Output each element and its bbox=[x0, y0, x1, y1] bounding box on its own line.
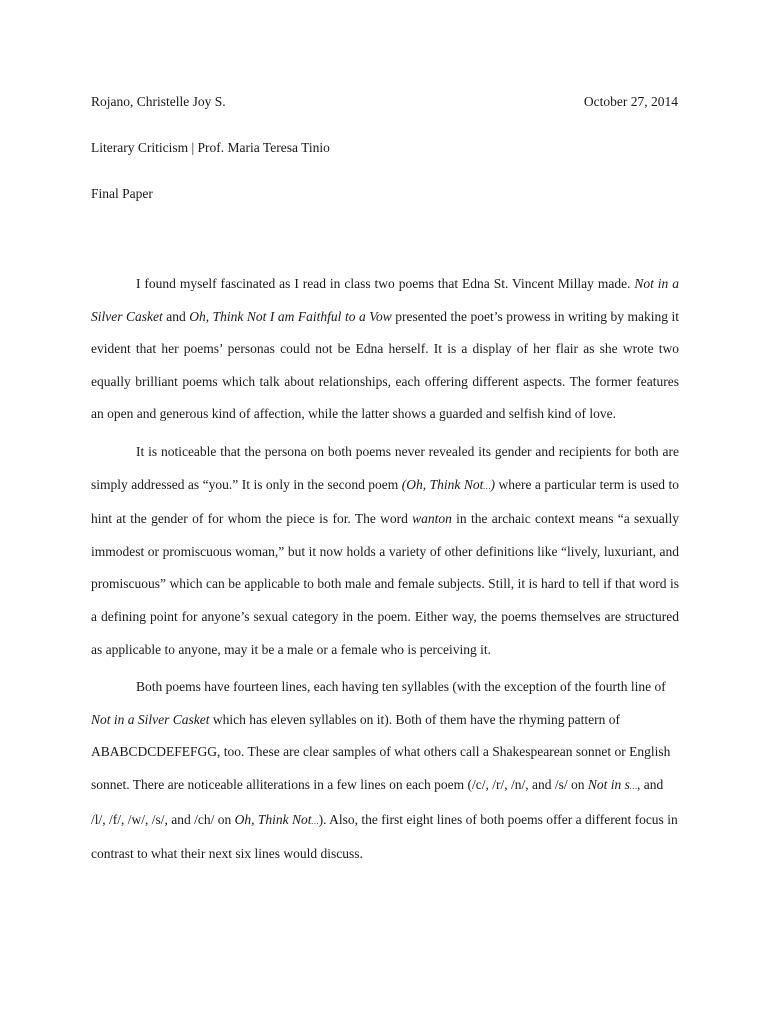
paper-body bbox=[91, 268, 679, 871]
paragraph-2 bbox=[91, 436, 679, 666]
p1-text-a: I found myself fascinated as I read in class two poems that Edna St. Vincent Millay made. bbox=[136, 276, 635, 291]
p2-text-b: where a particular term is used to hint at the gender of for whom the piece is for. The word bbox=[91, 476, 679, 527]
p1-text-c: presented the poet’s prowess in writing by making it evident that her poems’ personas could not be Edna herself. It is a display of her flair as she wrote two equally brilliant poems which talk about relationships, each offering different aspects. The former features an open and generous kind of affection, while the latter shows a guarded and selfish kind of love. bbox=[91, 308, 679, 422]
p3-text-d: ). Also, the first eight lines of both poems offer a different focus in contrast to what their next six lines would discuss. bbox=[91, 811, 678, 862]
p2-title-text: (Oh, Think Not bbox=[401, 476, 484, 492]
course-line: Literary Criticism | Prof. Maria Teresa Tinio bbox=[91, 140, 330, 155]
poem-title-not-in-a-silver-casket: Not in a Silver Casket bbox=[91, 276, 679, 324]
paper-date: October 27, 2014 bbox=[583, 94, 678, 109]
p3-title-1-text: Not in s bbox=[587, 776, 630, 792]
poem-title-short-1 bbox=[588, 777, 637, 792]
ellipsis: … bbox=[311, 816, 319, 826]
paragraph-3 bbox=[91, 671, 679, 871]
p3-text-c: , and /l/, /f/, /w/, /s/, and /ch/ on bbox=[91, 776, 664, 827]
term-wanton: wanton bbox=[412, 511, 452, 527]
author-name: Rojano, Christelle Joy S. bbox=[91, 94, 226, 109]
poem-title-oh-think-not: Oh, Think Not I am Faithful to a Vow bbox=[189, 308, 392, 324]
p2-text-a: It is noticeable that the persona on both poems never revealed its gender and recipients for both are simply addressed as “you.” It is only in the second poem bbox=[91, 443, 679, 492]
ellipsis: … bbox=[483, 481, 491, 491]
poem-title-ref bbox=[402, 477, 495, 492]
p2-text-c: in the archaic context means “a sexually immodest or promiscuous woman,” but it now holds a variety of other definitions like “lively, luxuriant, and promiscuous” which can be applicable to both male and female subjects. Still, it is hard to tell if that word is a defining point for anyone’s sexual category in the poem. Either way, the poems themselves are structured as applicable to anyone, may it be a male or a female who is perceiving it. bbox=[91, 511, 679, 657]
p3-title-2-text: Oh, Think Not bbox=[234, 811, 312, 827]
poem-title-not-in-a-silver-casket: Not in a Silver Casket bbox=[91, 711, 210, 727]
ellipsis: … bbox=[629, 781, 637, 791]
p1-text-b: and bbox=[162, 308, 190, 324]
p3-text-a: Both poems have fourteen lines, each having ten syllables (with the exception of the fourth line of bbox=[136, 679, 666, 695]
paper-type: Final Paper bbox=[91, 186, 153, 201]
poem-title-short-2 bbox=[235, 812, 319, 827]
p2-title-close: ) bbox=[490, 476, 495, 492]
p3-text-b: which has eleven syllables on it). Both of them have the rhyming pattern of ABABCDCDEFEFGG, too. These are clear samples of what others call a Shakespearean sonnet or English sonnet. There are noticeable alliterations in a few lines on each poem (/c/, /r/, /n/, and /s/ on bbox=[91, 711, 671, 792]
paragraph-1 bbox=[91, 268, 679, 431]
